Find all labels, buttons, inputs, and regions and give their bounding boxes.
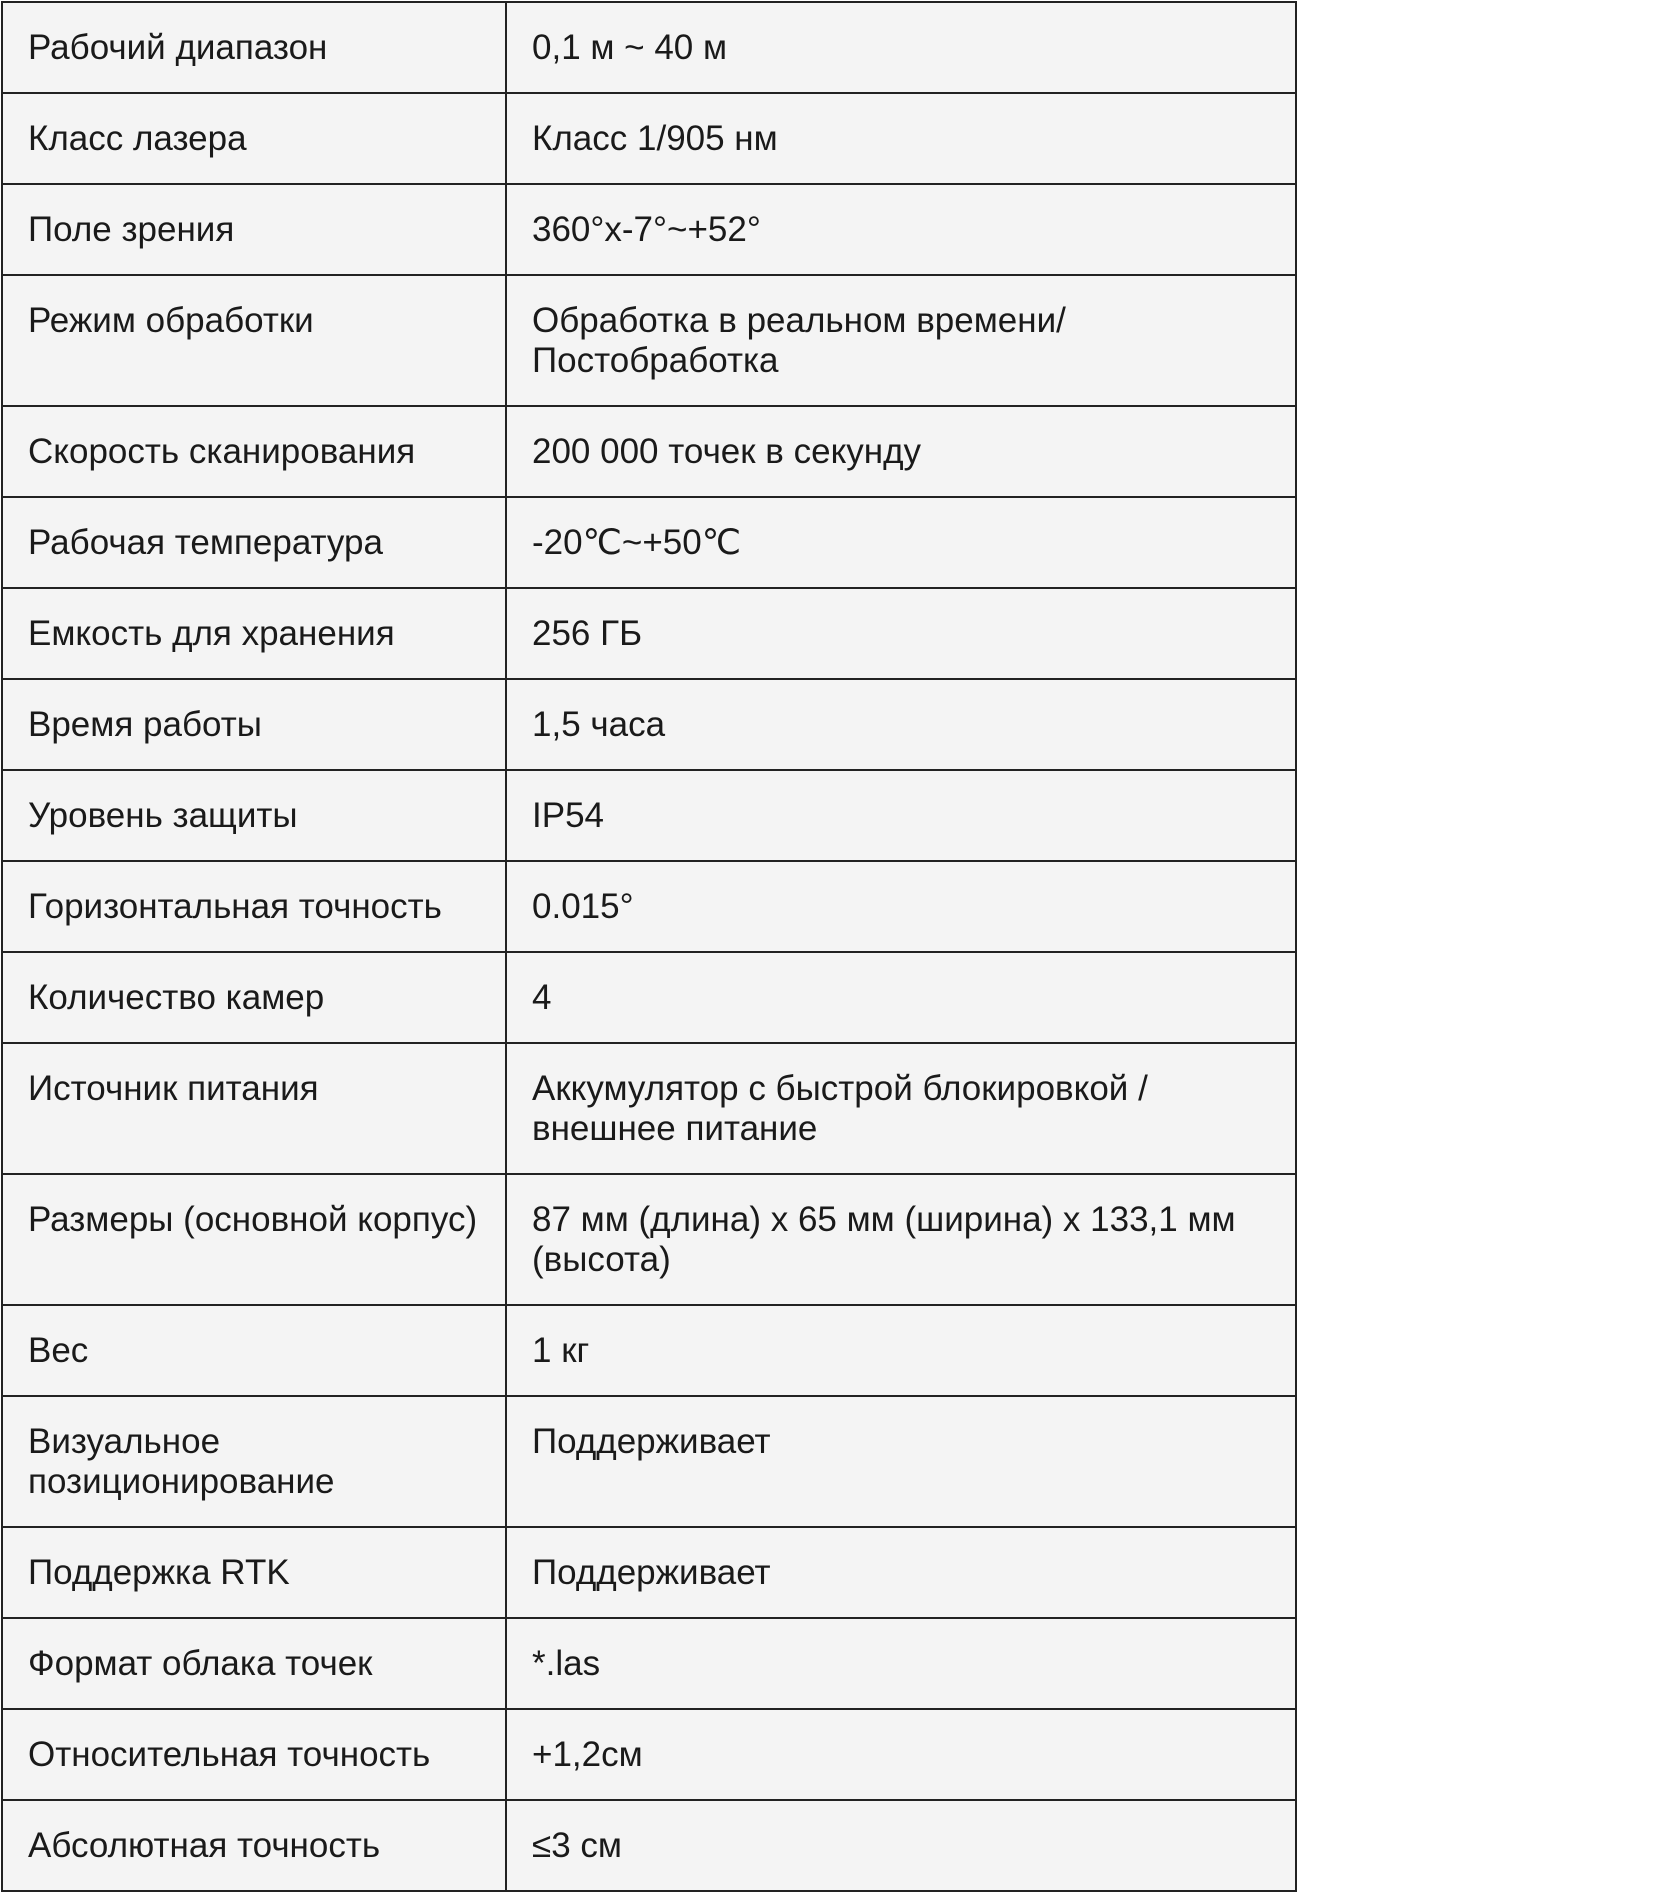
spec-label: Поддержка RTK	[2, 1527, 506, 1618]
spec-row-dimensions	[2, 1174, 1296, 1305]
spec-row-horizontal-accuracy	[2, 861, 1296, 952]
spec-table	[1, 1, 1297, 1892]
spec-value: 256 ГБ	[506, 588, 1296, 679]
spec-value: ≤3 см	[506, 1800, 1296, 1891]
spec-label: Класс лазера	[2, 93, 506, 184]
spec-label: Относительная точность	[2, 1709, 506, 1800]
spec-label: Горизонтальная точность	[2, 861, 506, 952]
spec-value: Поддерживает	[506, 1527, 1296, 1618]
spec-row-storage	[2, 588, 1296, 679]
spec-row-scan-speed	[2, 406, 1296, 497]
spec-row-operating-temperature	[2, 497, 1296, 588]
spec-row-absolute-accuracy	[2, 1800, 1296, 1891]
spec-label: Скорость сканирования	[2, 406, 506, 497]
spec-value: IP54	[506, 770, 1296, 861]
spec-label: Источник питания	[2, 1043, 506, 1174]
spec-label: Уровень защиты	[2, 770, 506, 861]
spec-value: 87 мм (длина) x 65 мм (ширина) x 133,1 мм (высота)	[506, 1174, 1296, 1305]
spec-label: Рабочий диапазон	[2, 2, 506, 93]
spec-label: Формат облака точек	[2, 1618, 506, 1709]
spec-value: 1,5 часа	[506, 679, 1296, 770]
spec-value: Поддерживает	[506, 1396, 1296, 1527]
spec-row-rtk-support	[2, 1527, 1296, 1618]
spec-label: Визуальное позиционирование	[2, 1396, 506, 1527]
spec-label: Поле зрения	[2, 184, 506, 275]
spec-row-processing-mode	[2, 275, 1296, 406]
spec-row-protection-level	[2, 770, 1296, 861]
spec-label: Рабочая температура	[2, 497, 506, 588]
spec-label: Режим обработки	[2, 275, 506, 406]
spec-row-field-of-view	[2, 184, 1296, 275]
spec-value: 0.015°	[506, 861, 1296, 952]
spec-value: Класс 1/905 нм	[506, 93, 1296, 184]
spec-row-camera-count	[2, 952, 1296, 1043]
spec-label: Емкость для хранения	[2, 588, 506, 679]
spec-label: Количество камер	[2, 952, 506, 1043]
spec-value: 360°x-7°~+52°	[506, 184, 1296, 275]
spec-value: *.las	[506, 1618, 1296, 1709]
spec-label: Вес	[2, 1305, 506, 1396]
spec-value: -20℃~+50℃	[506, 497, 1296, 588]
spec-row-laser-class	[2, 93, 1296, 184]
spec-label: Размеры (основной корпус)	[2, 1174, 506, 1305]
spec-row-relative-accuracy	[2, 1709, 1296, 1800]
spec-label: Время работы	[2, 679, 506, 770]
spec-value: +1,2см	[506, 1709, 1296, 1800]
spec-row-weight	[2, 1305, 1296, 1396]
spec-row-range	[2, 2, 1296, 93]
spec-row-power-source	[2, 1043, 1296, 1174]
spec-value: Обработка в реальном времени/ Постобработка	[506, 275, 1296, 406]
spec-row-point-cloud-format	[2, 1618, 1296, 1709]
spec-value: 4	[506, 952, 1296, 1043]
spec-row-operating-time	[2, 679, 1296, 770]
spec-value: 200 000 точек в секунду	[506, 406, 1296, 497]
spec-label: Абсолютная точность	[2, 1800, 506, 1891]
spec-value: Аккумулятор с быстрой блокировкой / внешнее питание	[506, 1043, 1296, 1174]
spec-value: 0,1 м ~ 40 м	[506, 2, 1296, 93]
spec-row-visual-positioning	[2, 1396, 1296, 1527]
spec-value: 1 кг	[506, 1305, 1296, 1396]
